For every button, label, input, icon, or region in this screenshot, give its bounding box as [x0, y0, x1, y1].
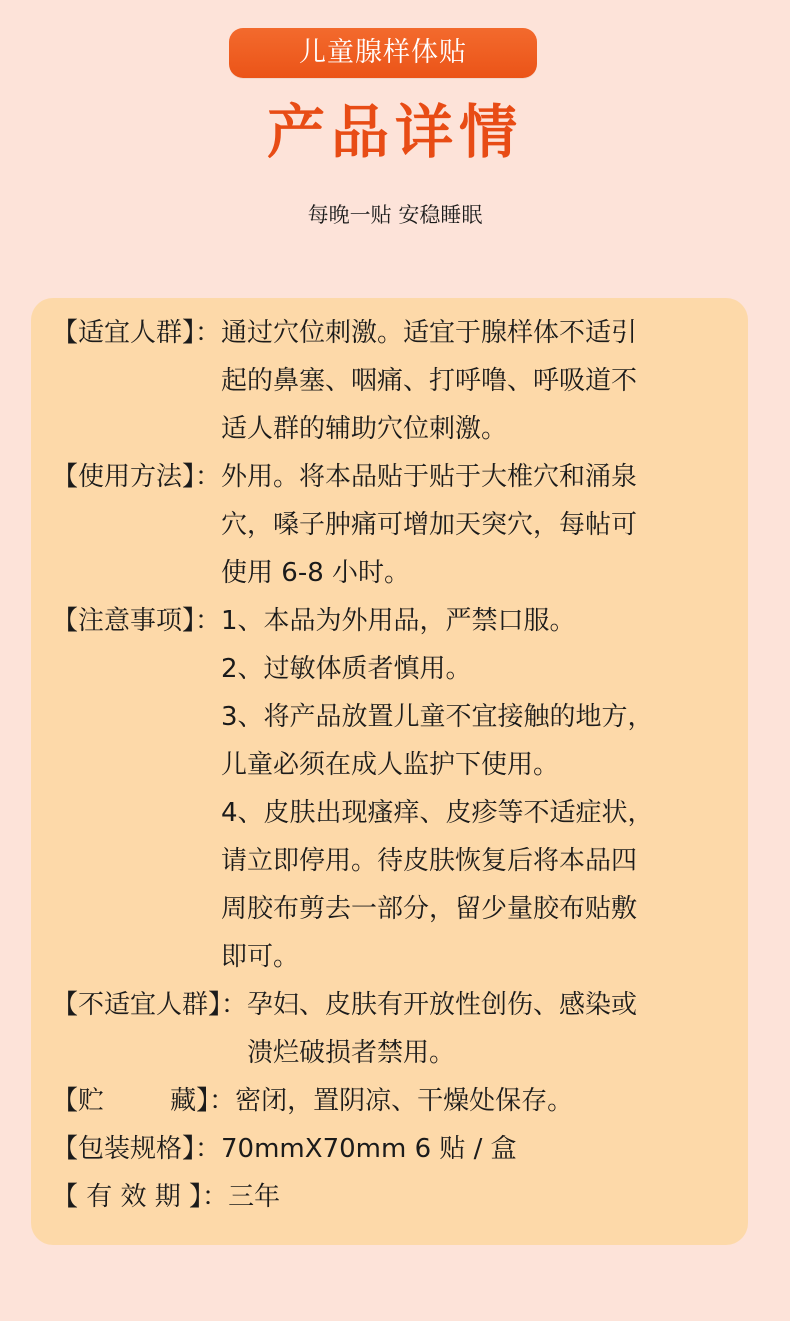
text-line: 外用。将本品贴于贴于大椎穴和涌泉 [221, 462, 638, 492]
text-line: 孕妇、皮肤有开放性创伤、感染或 [247, 990, 638, 1020]
text-line: 即可。 [221, 942, 300, 972]
detail-label: 【贮 藏】： [52, 1086, 236, 1116]
text-line: 2、过敏体质者慎用。 [221, 654, 472, 684]
detail-row-suitable [52, 309, 742, 453]
detail-text [247, 981, 742, 1077]
text-line: 穴，嗓子肿痛可增加天突穴，每帖可 [221, 510, 638, 540]
text-line: 通过穴位刺激。适宜于腺样体不适引 [221, 318, 638, 348]
detail-row-package [52, 1125, 742, 1173]
detail-label: 【注意事项】： [52, 606, 222, 636]
detail-row-storage [52, 1077, 742, 1125]
detail-text [221, 597, 742, 981]
text-line: 适人群的辅助穴位刺激。 [221, 414, 508, 444]
page-subtitle: 每晚一贴 安稳睡眠 [307, 203, 483, 227]
product-name-badge: 儿童腺样体贴 [229, 28, 537, 78]
text-line: 请立即停用。待皮肤恢复后将本品四 [221, 846, 638, 876]
detail-label: 【包装规格】： [52, 1134, 222, 1164]
detail-label: 【 有 效 期 】： [52, 1182, 229, 1212]
text-line: 使用 6-8 小时。 [221, 558, 411, 588]
detail-row-usage [52, 453, 742, 597]
detail-label: 【使用方法】： [52, 462, 222, 492]
detail-row-precautions [52, 597, 742, 981]
detail-text [221, 1125, 742, 1173]
text-line: 密闭，置阴凉、干燥处保存。 [235, 1086, 574, 1116]
page-title: 产品详情 [266, 98, 523, 166]
text-line: 3、将产品放置儿童不宜接触的地方， [221, 702, 654, 732]
text-line: 起的鼻塞、咽痛、打呼噜、呼吸道不 [221, 366, 638, 396]
detail-text [221, 309, 742, 453]
detail-text [235, 1077, 742, 1125]
text-line: 1、本品为外用品，严禁口服。 [221, 606, 576, 636]
detail-text [221, 453, 742, 597]
detail-row-unsuitable [52, 981, 742, 1077]
detail-label: 【适宜人群】： [52, 318, 222, 348]
detail-text [228, 1173, 742, 1221]
text-line: 溃烂破损者禁用。 [247, 1038, 456, 1068]
text-line: 周胶布剪去一部分，留少量胶布贴敷 [221, 894, 638, 924]
detail-row-validity [52, 1173, 742, 1221]
text-line: 三年 [228, 1182, 281, 1212]
text-line: 儿童必须在成人监护下使用。 [221, 750, 560, 780]
text-line: 4、皮肤出现瘙痒、皮疹等不适症状， [221, 798, 654, 828]
text-line: 70mmX70mm 6 贴 / 盒 [221, 1134, 517, 1164]
detail-label: 【不适宜人群】： [52, 990, 248, 1020]
